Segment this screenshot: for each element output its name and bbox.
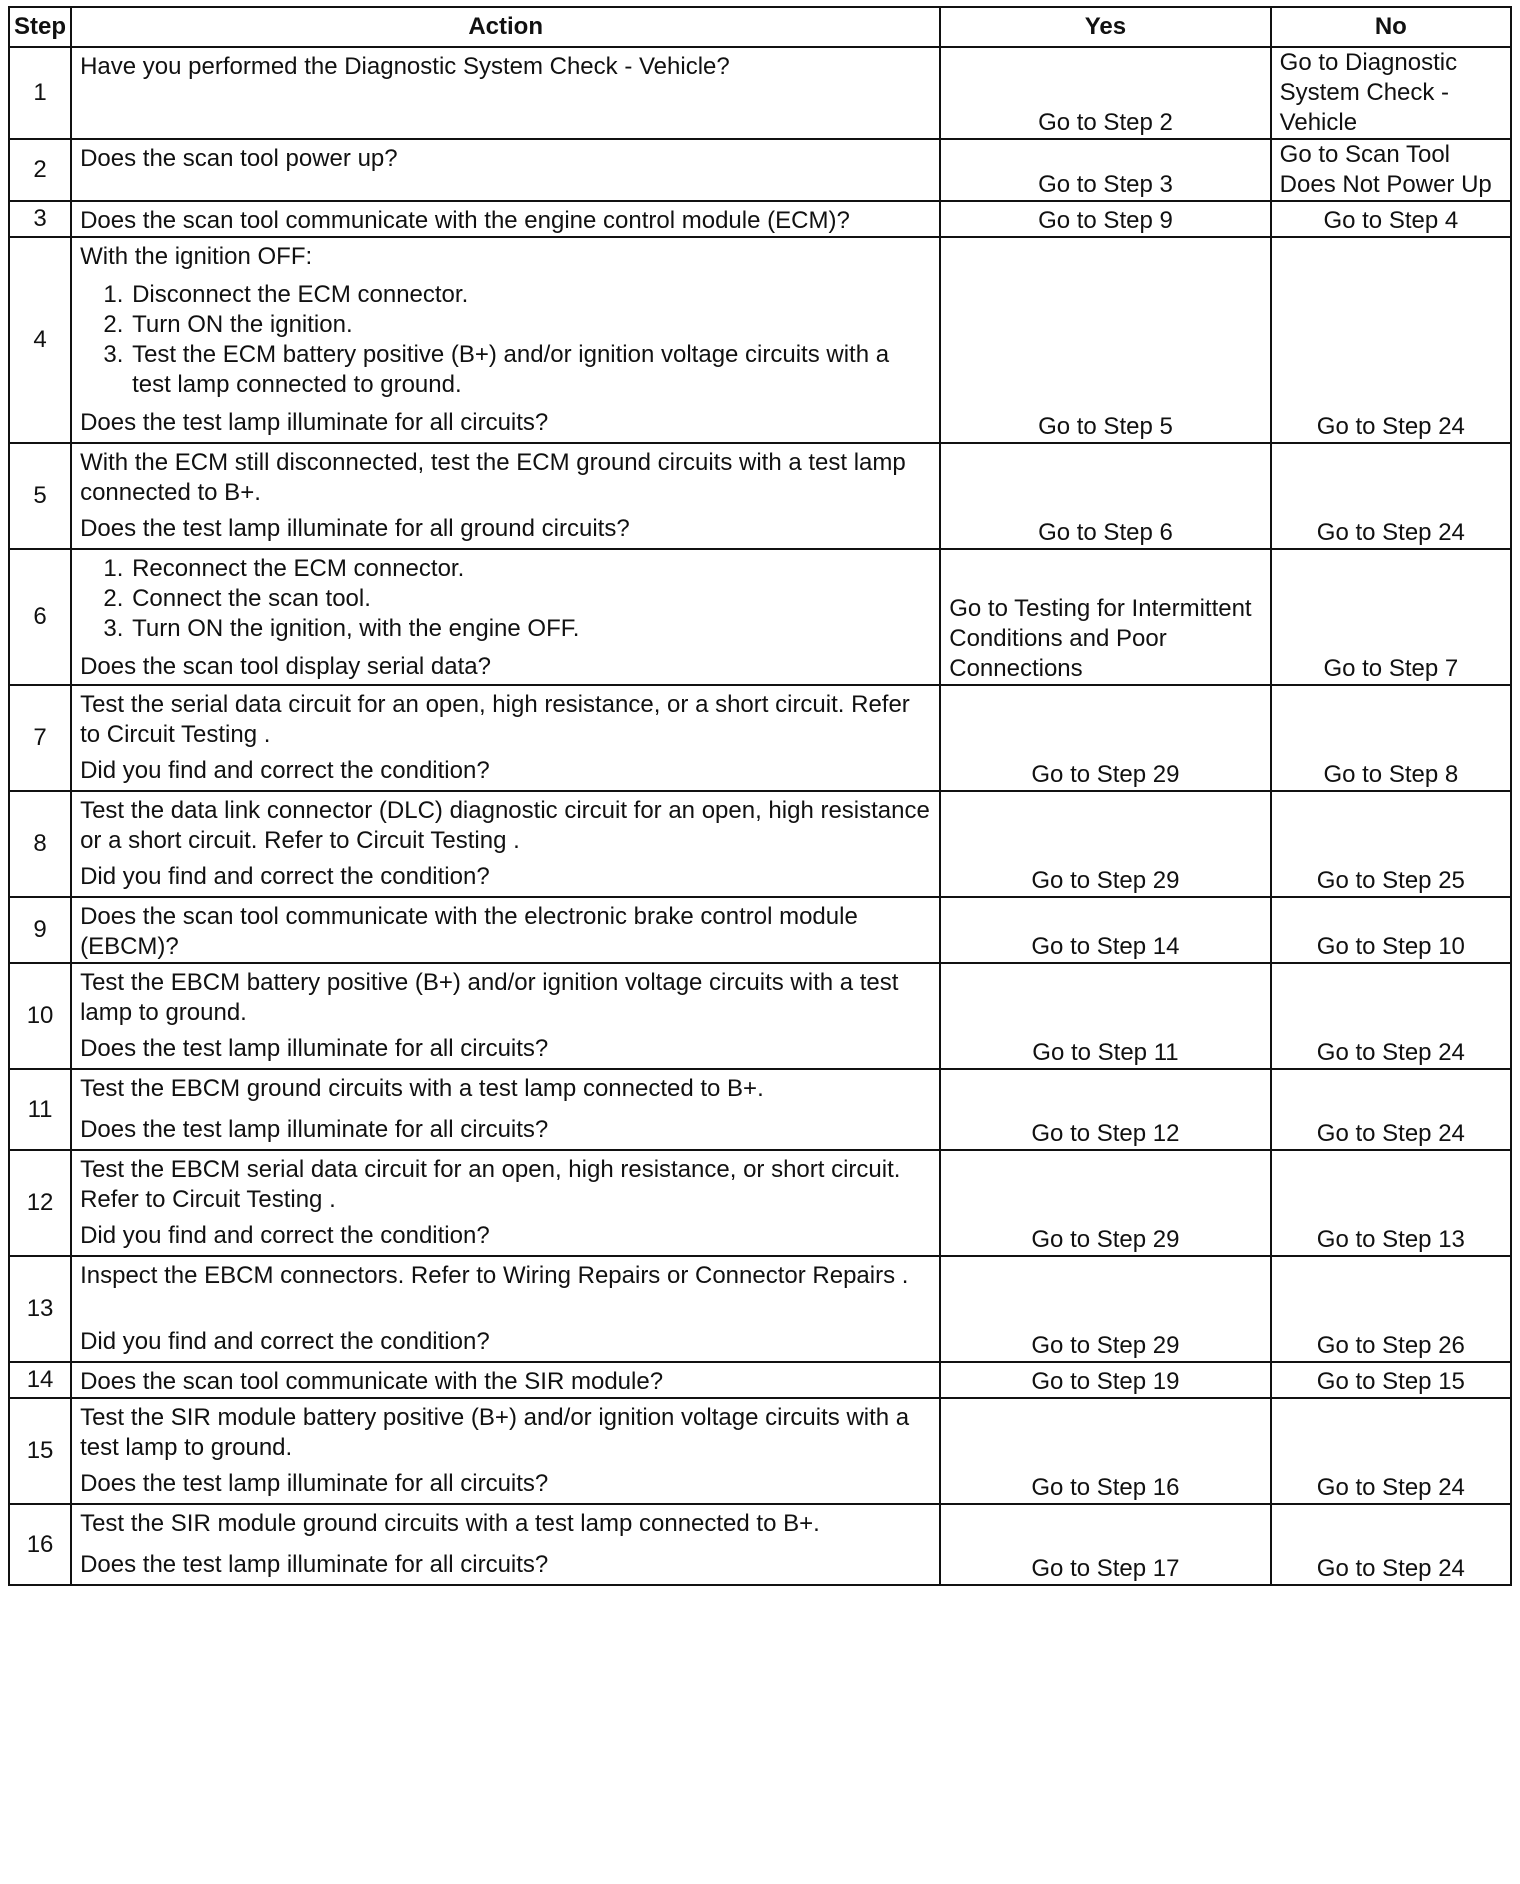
step-number: 7 bbox=[9, 685, 71, 791]
yes-link[interactable]: Go to Step 6 bbox=[940, 443, 1270, 549]
no-link[interactable]: Go to Step 7 bbox=[1271, 549, 1511, 685]
yes-link[interactable]: Go to Testing for Intermittent Conditions and Poor Connections bbox=[940, 549, 1270, 685]
table-row bbox=[9, 549, 1511, 685]
diagnostic-table bbox=[8, 6, 1512, 1586]
step-number: 11 bbox=[9, 1069, 71, 1150]
action-question: Did you find and correct the condition? bbox=[80, 1328, 490, 1355]
table-body bbox=[9, 47, 1511, 1585]
table-row bbox=[9, 1150, 1511, 1256]
step-number: 9 bbox=[9, 897, 71, 963]
action-cell bbox=[71, 237, 940, 443]
action-text: Test the SIR module battery positive (B+) and/or ignition voltage circuits with a test lamp to ground. bbox=[80, 1404, 910, 1461]
no-link[interactable]: Go to Step 24 bbox=[1271, 963, 1511, 1069]
action-text: Inspect the EBCM connectors. Refer to Wiring Repairs or Connector Repairs . bbox=[80, 1262, 909, 1289]
yes-link[interactable]: Go to Step 12 bbox=[940, 1069, 1270, 1150]
action-text: Does the scan tool communicate with the SIR module? bbox=[80, 1368, 664, 1395]
no-link[interactable]: Go to Scan Tool Does Not Power Up bbox=[1271, 139, 1511, 201]
step-number: 1 bbox=[9, 47, 71, 139]
table-row bbox=[9, 1256, 1511, 1362]
action-text: Test the EBCM ground circuits with a test lamp connected to B+. bbox=[80, 1075, 764, 1102]
yes-link[interactable]: Go to Step 19 bbox=[940, 1362, 1270, 1398]
action-cell bbox=[71, 443, 940, 549]
table-row bbox=[9, 1398, 1511, 1504]
table-row bbox=[9, 443, 1511, 549]
step-number: 8 bbox=[9, 791, 71, 897]
yes-link[interactable]: Go to Step 3 bbox=[940, 139, 1270, 201]
no-link[interactable]: Go to Step 8 bbox=[1271, 685, 1511, 791]
yes-link[interactable]: Go to Step 29 bbox=[940, 1150, 1270, 1256]
header-yes: Yes bbox=[940, 7, 1270, 47]
no-link[interactable]: Go to Step 26 bbox=[1271, 1256, 1511, 1362]
step-number: 5 bbox=[9, 443, 71, 549]
step-number: 12 bbox=[9, 1150, 71, 1256]
action-question: Does the scan tool display serial data? bbox=[80, 653, 491, 680]
action-question: Does the test lamp illuminate for all circuits? bbox=[80, 1116, 549, 1143]
action-question: Does the test lamp illuminate for all circuits? bbox=[80, 409, 549, 436]
action-cell bbox=[71, 963, 940, 1069]
header-step: Step bbox=[9, 7, 71, 47]
yes-link[interactable]: Go to Step 29 bbox=[940, 685, 1270, 791]
action-step-item: 1. Disconnect the ECM connector. bbox=[130, 280, 931, 310]
step-number: 16 bbox=[9, 1504, 71, 1585]
action-text: Test the SIR module ground circuits with a test lamp connected to B+. bbox=[80, 1510, 820, 1537]
table-row bbox=[9, 237, 1511, 443]
action-question: Did you find and correct the condition? bbox=[80, 757, 490, 784]
yes-link[interactable]: Go to Step 5 bbox=[940, 237, 1270, 443]
action-text: Test the EBCM serial data circuit for an open, high resistance, or short circuit. Refer to Circuit Testing . bbox=[80, 1156, 901, 1213]
no-link[interactable]: Go to Step 4 bbox=[1271, 201, 1511, 237]
action-cell bbox=[71, 1150, 940, 1256]
action-steps-list bbox=[80, 280, 931, 400]
table-row bbox=[9, 685, 1511, 791]
action-step-item: 1. Reconnect the ECM connector. bbox=[130, 554, 931, 584]
yes-link[interactable]: Go to Step 2 bbox=[940, 47, 1270, 139]
action-cell bbox=[71, 1362, 940, 1398]
table-row bbox=[9, 47, 1511, 139]
action-cell bbox=[71, 201, 940, 237]
action-cell bbox=[71, 1504, 940, 1585]
action-steps-list bbox=[80, 554, 931, 644]
header-row bbox=[9, 7, 1511, 47]
table-row bbox=[9, 139, 1511, 201]
action-text: Does the scan tool power up? bbox=[80, 145, 398, 172]
no-link[interactable]: Go to Step 24 bbox=[1271, 1398, 1511, 1504]
action-question: Does the test lamp illuminate for all ground circuits? bbox=[80, 515, 630, 542]
action-text: Does the scan tool communicate with the engine control module (ECM)? bbox=[80, 207, 850, 234]
action-cell bbox=[71, 897, 940, 963]
step-number: 3 bbox=[9, 201, 71, 237]
action-cell bbox=[71, 47, 940, 139]
no-link[interactable]: Go to Step 25 bbox=[1271, 791, 1511, 897]
no-link[interactable]: Go to Step 13 bbox=[1271, 1150, 1511, 1256]
header-no: No bbox=[1271, 7, 1511, 47]
action-cell bbox=[71, 791, 940, 897]
header-action: Action bbox=[71, 7, 940, 47]
action-text: With the ECM still disconnected, test the ECM ground circuits with a test lamp connected to B+. bbox=[80, 449, 906, 506]
table-row bbox=[9, 201, 1511, 237]
table-row bbox=[9, 1069, 1511, 1150]
action-text: Test the serial data circuit for an open, high resistance, or a short circuit. Refer to Circuit Testing . bbox=[80, 691, 910, 748]
step-number: 4 bbox=[9, 237, 71, 443]
table-row bbox=[9, 897, 1511, 963]
action-question: Did you find and correct the condition? bbox=[80, 863, 490, 890]
action-question: Does the test lamp illuminate for all circuits? bbox=[80, 1035, 549, 1062]
action-cell bbox=[71, 1398, 940, 1504]
action-text: Test the EBCM battery positive (B+) and/or ignition voltage circuits with a test lamp to ground. bbox=[80, 969, 899, 1026]
no-link[interactable]: Go to Step 24 bbox=[1271, 443, 1511, 549]
yes-link[interactable]: Go to Step 11 bbox=[940, 963, 1270, 1069]
yes-link[interactable]: Go to Step 29 bbox=[940, 1256, 1270, 1362]
table-row bbox=[9, 963, 1511, 1069]
action-cell bbox=[71, 1069, 940, 1150]
action-cell bbox=[71, 1256, 940, 1362]
action-text: Have you performed the Diagnostic System Check - Vehicle? bbox=[80, 53, 730, 80]
no-link[interactable]: Go to Step 24 bbox=[1271, 237, 1511, 443]
no-link[interactable]: Go to Step 24 bbox=[1271, 1504, 1511, 1585]
yes-link[interactable]: Go to Step 29 bbox=[940, 791, 1270, 897]
action-question: Does the test lamp illuminate for all circuits? bbox=[80, 1470, 549, 1497]
no-link[interactable]: Go to Step 10 bbox=[1271, 897, 1511, 963]
yes-link[interactable]: Go to Step 17 bbox=[940, 1504, 1270, 1585]
yes-link[interactable]: Go to Step 9 bbox=[940, 201, 1270, 237]
step-number: 14 bbox=[9, 1362, 71, 1398]
no-link[interactable]: Go to Diagnostic System Check - Vehicle bbox=[1271, 47, 1511, 139]
no-link[interactable]: Go to Step 15 bbox=[1271, 1362, 1511, 1398]
action-cell bbox=[71, 549, 940, 685]
table-row bbox=[9, 791, 1511, 897]
no-link[interactable]: Go to Step 24 bbox=[1271, 1069, 1511, 1150]
action-text: Does the scan tool communicate with the electronic brake control module (EBCM)? bbox=[80, 903, 858, 960]
table-row bbox=[9, 1362, 1511, 1398]
step-number: 6 bbox=[9, 549, 71, 685]
action-text: With the ignition OFF: bbox=[80, 243, 313, 270]
step-number: 13 bbox=[9, 1256, 71, 1362]
action-step-item: 2. Turn ON the ignition. bbox=[130, 310, 931, 340]
yes-link[interactable]: Go to Step 16 bbox=[940, 1398, 1270, 1504]
table-row bbox=[9, 1504, 1511, 1585]
action-question: Did you find and correct the condition? bbox=[80, 1222, 490, 1249]
action-step-item: 2. Connect the scan tool. bbox=[130, 584, 931, 614]
yes-link[interactable]: Go to Step 14 bbox=[940, 897, 1270, 963]
action-question: Does the test lamp illuminate for all circuits? bbox=[80, 1551, 549, 1578]
step-number: 10 bbox=[9, 963, 71, 1069]
action-step-item: 3. Test the ECM battery positive (B+) and/or ignition voltage circuits with a test lamp connected to ground. bbox=[130, 340, 931, 400]
action-text: Test the data link connector (DLC) diagnostic circuit for an open, high resistance or a short circuit. Refer to Circuit Testing . bbox=[80, 797, 930, 854]
step-number: 15 bbox=[9, 1398, 71, 1504]
action-step-item: 3. Turn ON the ignition, with the engine OFF. bbox=[130, 614, 931, 644]
step-number: 2 bbox=[9, 139, 71, 201]
action-cell bbox=[71, 139, 940, 201]
action-cell bbox=[71, 685, 940, 791]
